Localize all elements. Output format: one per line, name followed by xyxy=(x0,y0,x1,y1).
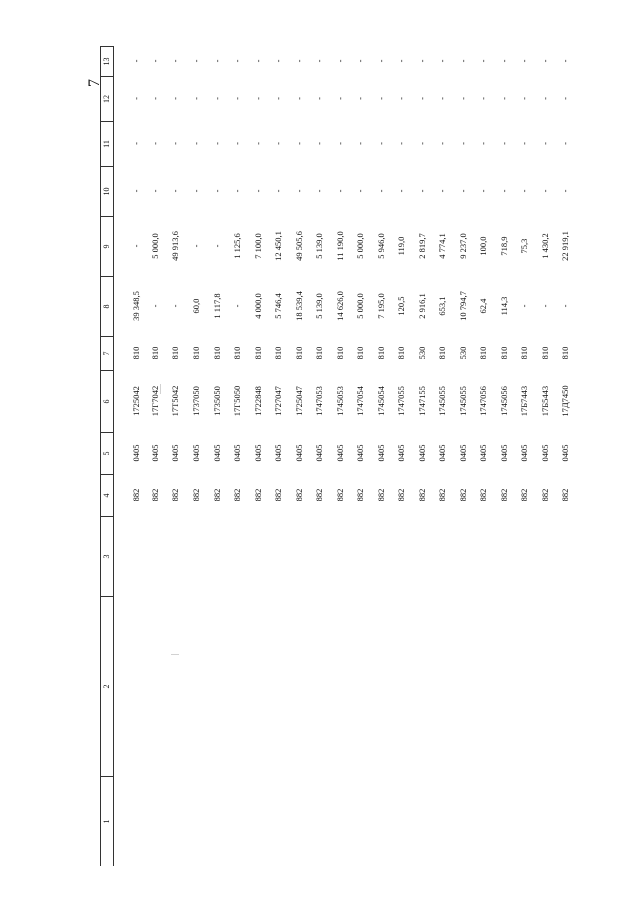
table-row xyxy=(453,46,473,866)
column-number: 1 xyxy=(101,776,113,866)
table-cell: - xyxy=(335,189,345,193)
table-cell: - xyxy=(417,142,427,145)
table-cell: 882 xyxy=(417,488,427,502)
table-cell: - xyxy=(437,59,447,63)
column-number: 12 xyxy=(101,76,113,121)
table-cell: - xyxy=(170,189,180,193)
table-cell: 0405 xyxy=(232,444,242,462)
table-cell: - xyxy=(417,59,427,63)
table-cell: - xyxy=(253,59,263,63)
table-cell: - xyxy=(212,142,222,145)
table-row xyxy=(186,46,206,866)
table-cell: 114,3 xyxy=(499,296,509,316)
table-cell: - xyxy=(396,142,406,145)
table-cell: - xyxy=(376,97,386,100)
table-cell: - xyxy=(232,59,242,63)
table-cell: 0405 xyxy=(499,444,509,462)
table-cell: 1735050 xyxy=(212,386,222,416)
table-cell: - xyxy=(478,142,488,145)
table-cell: - xyxy=(540,304,550,308)
table-cell: - xyxy=(294,142,304,145)
table-cell: - xyxy=(560,189,570,193)
table-cell: 0405 xyxy=(519,444,529,462)
table-cell: 7 100,0 xyxy=(253,233,263,259)
table-cell: - xyxy=(212,244,222,248)
column-number: 2 xyxy=(101,596,113,776)
table-cell: 810 xyxy=(560,346,570,360)
table-cell: 1747053 xyxy=(314,386,324,416)
table-cell: 1747054 xyxy=(355,386,365,416)
table-cell: - xyxy=(294,97,304,100)
column-number: 5 xyxy=(101,432,113,474)
table-cell: - xyxy=(540,189,550,193)
table-cell: - xyxy=(170,304,180,308)
table-row xyxy=(268,46,288,866)
table-cell: 0405 xyxy=(212,444,222,462)
table-cell: 18 539,4 xyxy=(294,291,304,321)
table-cell: - xyxy=(396,97,406,100)
table-cell: 810 xyxy=(170,346,180,360)
table-cell: 0405 xyxy=(253,444,263,462)
table-cell: - xyxy=(560,97,570,100)
table-cell: - xyxy=(560,59,570,63)
table-cell: - xyxy=(458,189,468,193)
table-cell: - xyxy=(478,97,488,100)
table-cell: - xyxy=(131,97,141,100)
table-cell: 882 xyxy=(150,488,160,502)
table-cell: - xyxy=(355,59,365,63)
table-cell: 530 xyxy=(458,346,468,360)
table-cell: 810 xyxy=(519,346,529,360)
table-cell: 0405 xyxy=(437,444,447,462)
table-row xyxy=(350,46,370,866)
table-cell: - xyxy=(519,189,529,193)
column-number: 9 xyxy=(101,216,113,276)
table-cell: 14 626,0 xyxy=(335,291,345,321)
table-row xyxy=(432,46,452,866)
table-cell: 1745055 xyxy=(458,386,468,416)
table-cell: - xyxy=(232,189,242,193)
table-cell: - xyxy=(519,304,529,308)
table-cell: - xyxy=(499,59,509,63)
table-cell: 49 505,6 xyxy=(294,231,304,261)
table-cell: 0405 xyxy=(355,444,365,462)
table-cell: 810 xyxy=(437,346,447,360)
table-cell: 1725047 xyxy=(294,386,304,416)
table-cell: - xyxy=(150,59,160,63)
table-cell: - xyxy=(335,59,345,63)
table-cell: 0405 xyxy=(396,444,406,462)
table-cell: 1 430,2 xyxy=(540,233,550,259)
table-cell: 810 xyxy=(212,346,222,360)
table-row xyxy=(145,46,165,866)
table-cell: 0405 xyxy=(273,444,283,462)
table-cell: 1745056 xyxy=(499,386,509,416)
table-row xyxy=(165,46,185,866)
table-cell: 0405 xyxy=(170,444,180,462)
table-cell: - xyxy=(170,97,180,100)
table-cell: 810 xyxy=(191,346,201,360)
table-cell: 17Б7443 xyxy=(519,385,529,417)
table-cell: 17Т5042 xyxy=(170,385,180,417)
table-cell: 0405 xyxy=(191,444,201,462)
table-cell: 9 237,0 xyxy=(458,233,468,259)
table-cell: 882 xyxy=(273,488,283,502)
table-cell: 0405 xyxy=(335,444,345,462)
table-cell: 653,1 xyxy=(437,296,447,316)
table-row xyxy=(514,46,534,866)
table-cell: - xyxy=(232,142,242,145)
table-cell: 12 450,1 xyxy=(273,231,283,261)
table-cell: 1747055 xyxy=(396,386,406,416)
column-number: 7 xyxy=(101,336,113,370)
table-cell: - xyxy=(540,97,550,100)
table-cell: - xyxy=(355,142,365,145)
table-cell: - xyxy=(540,142,550,145)
table-cell: - xyxy=(191,142,201,145)
table-cell: - xyxy=(458,142,468,145)
table-cell: - xyxy=(355,189,365,193)
table-cell: - xyxy=(499,97,509,100)
table-cell: 882 xyxy=(376,488,386,502)
table-cell: - xyxy=(376,189,386,193)
table-cell: 1745054 xyxy=(376,386,386,416)
table-cell: 882 xyxy=(170,488,180,502)
table-cell: - xyxy=(560,304,570,308)
table-cell: - xyxy=(499,189,509,193)
table-row xyxy=(555,46,575,866)
table-cell: 49 913,6 xyxy=(170,231,180,261)
table-cell: - xyxy=(437,189,447,193)
column-number: 11 xyxy=(101,121,113,166)
table-cell: - xyxy=(253,189,263,193)
page-number: 7 xyxy=(86,79,103,87)
table-cell: - xyxy=(273,142,283,145)
table-cell: - xyxy=(191,59,201,63)
table-cell: 1725042 xyxy=(131,386,141,416)
table-cell: 810 xyxy=(314,346,324,360)
table-cell: - xyxy=(396,59,406,63)
table-cell: 22 919,1 xyxy=(560,231,570,261)
table-cell: - xyxy=(335,142,345,145)
table-cell: 882 xyxy=(232,488,242,502)
table-cell: 17Б5443 xyxy=(540,385,550,417)
table-cell: - xyxy=(131,244,141,248)
table-cell: 882 xyxy=(335,488,345,502)
column-number: 13 xyxy=(101,46,113,76)
table-cell: 810 xyxy=(253,346,263,360)
table-cell: 810 xyxy=(499,346,509,360)
table-cell: 810 xyxy=(540,346,550,360)
table-cell: - xyxy=(273,189,283,193)
table-cell: 1 125,6 xyxy=(232,233,242,259)
table-cell: 810 xyxy=(150,346,160,360)
table-cell: 0405 xyxy=(560,444,570,462)
table-cell: 1745055 xyxy=(437,386,447,416)
table-cell: 5 000,0 xyxy=(150,233,160,259)
table-cell: 882 xyxy=(540,488,550,502)
table-cell: 882 xyxy=(499,488,509,502)
table-cell: 882 xyxy=(437,488,447,502)
table-cell: - xyxy=(417,97,427,100)
table-cell: 17Г5050 xyxy=(232,385,242,417)
table-cell: - xyxy=(355,97,365,100)
column-number: 6 xyxy=(101,370,113,432)
table-cell: 17Д7450 xyxy=(560,385,570,417)
table-cell: 5 000,0 xyxy=(355,233,365,259)
table-cell: 5 000,0 xyxy=(355,293,365,319)
table-cell: 10 794,7 xyxy=(458,291,468,321)
rotated-budget-table xyxy=(100,46,570,866)
table-cell: - xyxy=(131,59,141,63)
table-cell: 1727047 xyxy=(273,386,283,416)
table-cell: - xyxy=(273,59,283,63)
table-cell: 60,0 xyxy=(191,298,201,314)
table-row xyxy=(227,46,247,866)
table-cell: - xyxy=(314,189,324,193)
table-cell: 882 xyxy=(478,488,488,502)
table-cell: 0405 xyxy=(458,444,468,462)
table-cell: 530 xyxy=(417,346,427,360)
table-cell: 810 xyxy=(131,346,141,360)
table-cell: - xyxy=(519,142,529,145)
table-cell: 4 000,0 xyxy=(253,293,263,319)
table-cell: - xyxy=(396,189,406,193)
table-cell: - xyxy=(519,59,529,63)
table-cell: 7 195,0 xyxy=(376,293,386,319)
table-cell: 62,4 xyxy=(478,298,488,314)
table-cell: - xyxy=(540,59,550,63)
table-cell: 810 xyxy=(396,346,406,360)
table-cell: 11 190,0 xyxy=(335,231,345,261)
table-cell: 75,3 xyxy=(519,238,529,254)
table-cell: 1 117,8 xyxy=(212,293,222,319)
table-row xyxy=(309,46,329,866)
column-number: 8 xyxy=(101,276,113,336)
table-cell: - xyxy=(232,97,242,100)
table-cell: 1747155 xyxy=(417,386,427,416)
table-cell: 5 946,0 xyxy=(376,233,386,259)
table-cell: 1737050 xyxy=(191,386,201,416)
table-cell: - xyxy=(212,189,222,193)
table-cell: - xyxy=(376,142,386,145)
table-row xyxy=(248,46,268,866)
table-cell: 5 746,4 xyxy=(273,293,283,319)
table-cell: - xyxy=(253,97,263,100)
table-cell: - xyxy=(376,59,386,63)
table-cell: 1747056 xyxy=(478,386,488,416)
table-cell: - xyxy=(131,142,141,145)
table-row xyxy=(494,46,514,866)
table-cell: - xyxy=(417,189,427,193)
table-cell: 0405 xyxy=(150,444,160,462)
table-cell: 810 xyxy=(232,346,242,360)
table-cell: 17Г7042 xyxy=(150,385,160,417)
table-cell: - xyxy=(294,59,304,63)
table-cell: - xyxy=(253,142,263,145)
table-cell: - xyxy=(191,189,201,193)
table-cell: 100,0 xyxy=(478,236,488,256)
table-row xyxy=(330,46,350,866)
table-cell: 0405 xyxy=(478,444,488,462)
table-cell: 2 819,7 xyxy=(417,233,427,259)
table-cell: 0405 xyxy=(294,444,304,462)
table-cell: - xyxy=(191,97,201,100)
table-cell: - xyxy=(478,189,488,193)
column-number: 10 xyxy=(101,166,113,216)
table-cell: - xyxy=(170,59,180,63)
table-row xyxy=(535,46,555,866)
table-cell: 0405 xyxy=(376,444,386,462)
table-cell: 882 xyxy=(131,488,141,502)
table-cell: 0405 xyxy=(314,444,324,462)
table-cell: - xyxy=(150,142,160,145)
table-cell: - xyxy=(150,304,160,308)
table-cell: 810 xyxy=(335,346,345,360)
table-cell: 39 348,5 xyxy=(131,291,141,321)
column-number: 3 xyxy=(101,516,113,596)
table-cell: 119,0 xyxy=(396,236,406,256)
table-cell: 810 xyxy=(355,346,365,360)
table-cell: - xyxy=(191,244,201,248)
table-cell: 2 916,1 xyxy=(417,293,427,319)
table-cell: - xyxy=(131,189,141,193)
table-cell: 882 xyxy=(294,488,304,502)
table-cell: 0405 xyxy=(540,444,550,462)
column-number: 4 xyxy=(101,474,113,516)
table-cell: 810 xyxy=(273,346,283,360)
table-cell: 882 xyxy=(212,488,222,502)
table-cell: 810 xyxy=(376,346,386,360)
table-cell: 0405 xyxy=(131,444,141,462)
table-row xyxy=(207,46,227,866)
table-cell: - xyxy=(294,189,304,193)
table-cell: - xyxy=(437,142,447,145)
table-cell: 4 774,1 xyxy=(437,233,447,259)
table-cell: - xyxy=(314,97,324,100)
table-cell: 0405 xyxy=(417,444,427,462)
table-row xyxy=(391,46,411,866)
table-cell: 882 xyxy=(191,488,201,502)
table-cell: - xyxy=(212,97,222,100)
table-cell: - xyxy=(150,189,160,193)
table-cell: 882 xyxy=(396,488,406,502)
column-number-header xyxy=(100,46,114,866)
table-cell: 1745053 xyxy=(335,386,345,416)
table-row xyxy=(126,46,146,866)
table-cell: - xyxy=(437,97,447,100)
table-row xyxy=(289,46,309,866)
table-cell: - xyxy=(170,142,180,145)
table-cell: - xyxy=(232,304,242,308)
table-cell: - xyxy=(519,97,529,100)
table-cell: - xyxy=(458,59,468,63)
table-cell: 882 xyxy=(519,488,529,502)
table-cell: 882 xyxy=(458,488,468,502)
table-cell: - xyxy=(314,59,324,63)
table-cell: 810 xyxy=(294,346,304,360)
table-cell: 120,5 xyxy=(396,296,406,316)
table-cell: 1722848 xyxy=(253,386,263,416)
table-cell: - xyxy=(458,97,468,100)
table-cell: 810 xyxy=(478,346,488,360)
table-row xyxy=(371,46,391,866)
table-cell: - xyxy=(150,97,160,100)
table-cell: - xyxy=(335,97,345,100)
table-row xyxy=(473,46,493,866)
table-cell: 882 xyxy=(314,488,324,502)
table-cell: 5 139,0 xyxy=(314,293,324,319)
table-cell: 5 139,0 xyxy=(314,233,324,259)
table-cell: - xyxy=(478,59,488,63)
table-cell: - xyxy=(273,97,283,100)
table-cell: - xyxy=(314,142,324,145)
table-cell: 882 xyxy=(355,488,365,502)
table-cell: - xyxy=(560,142,570,145)
table-cell: 882 xyxy=(560,488,570,502)
table-cell: 882 xyxy=(253,488,263,502)
table-cell: 718,9 xyxy=(499,236,509,256)
table-row xyxy=(412,46,432,866)
table-cell: - xyxy=(212,59,222,63)
table-cell: - xyxy=(499,142,509,145)
